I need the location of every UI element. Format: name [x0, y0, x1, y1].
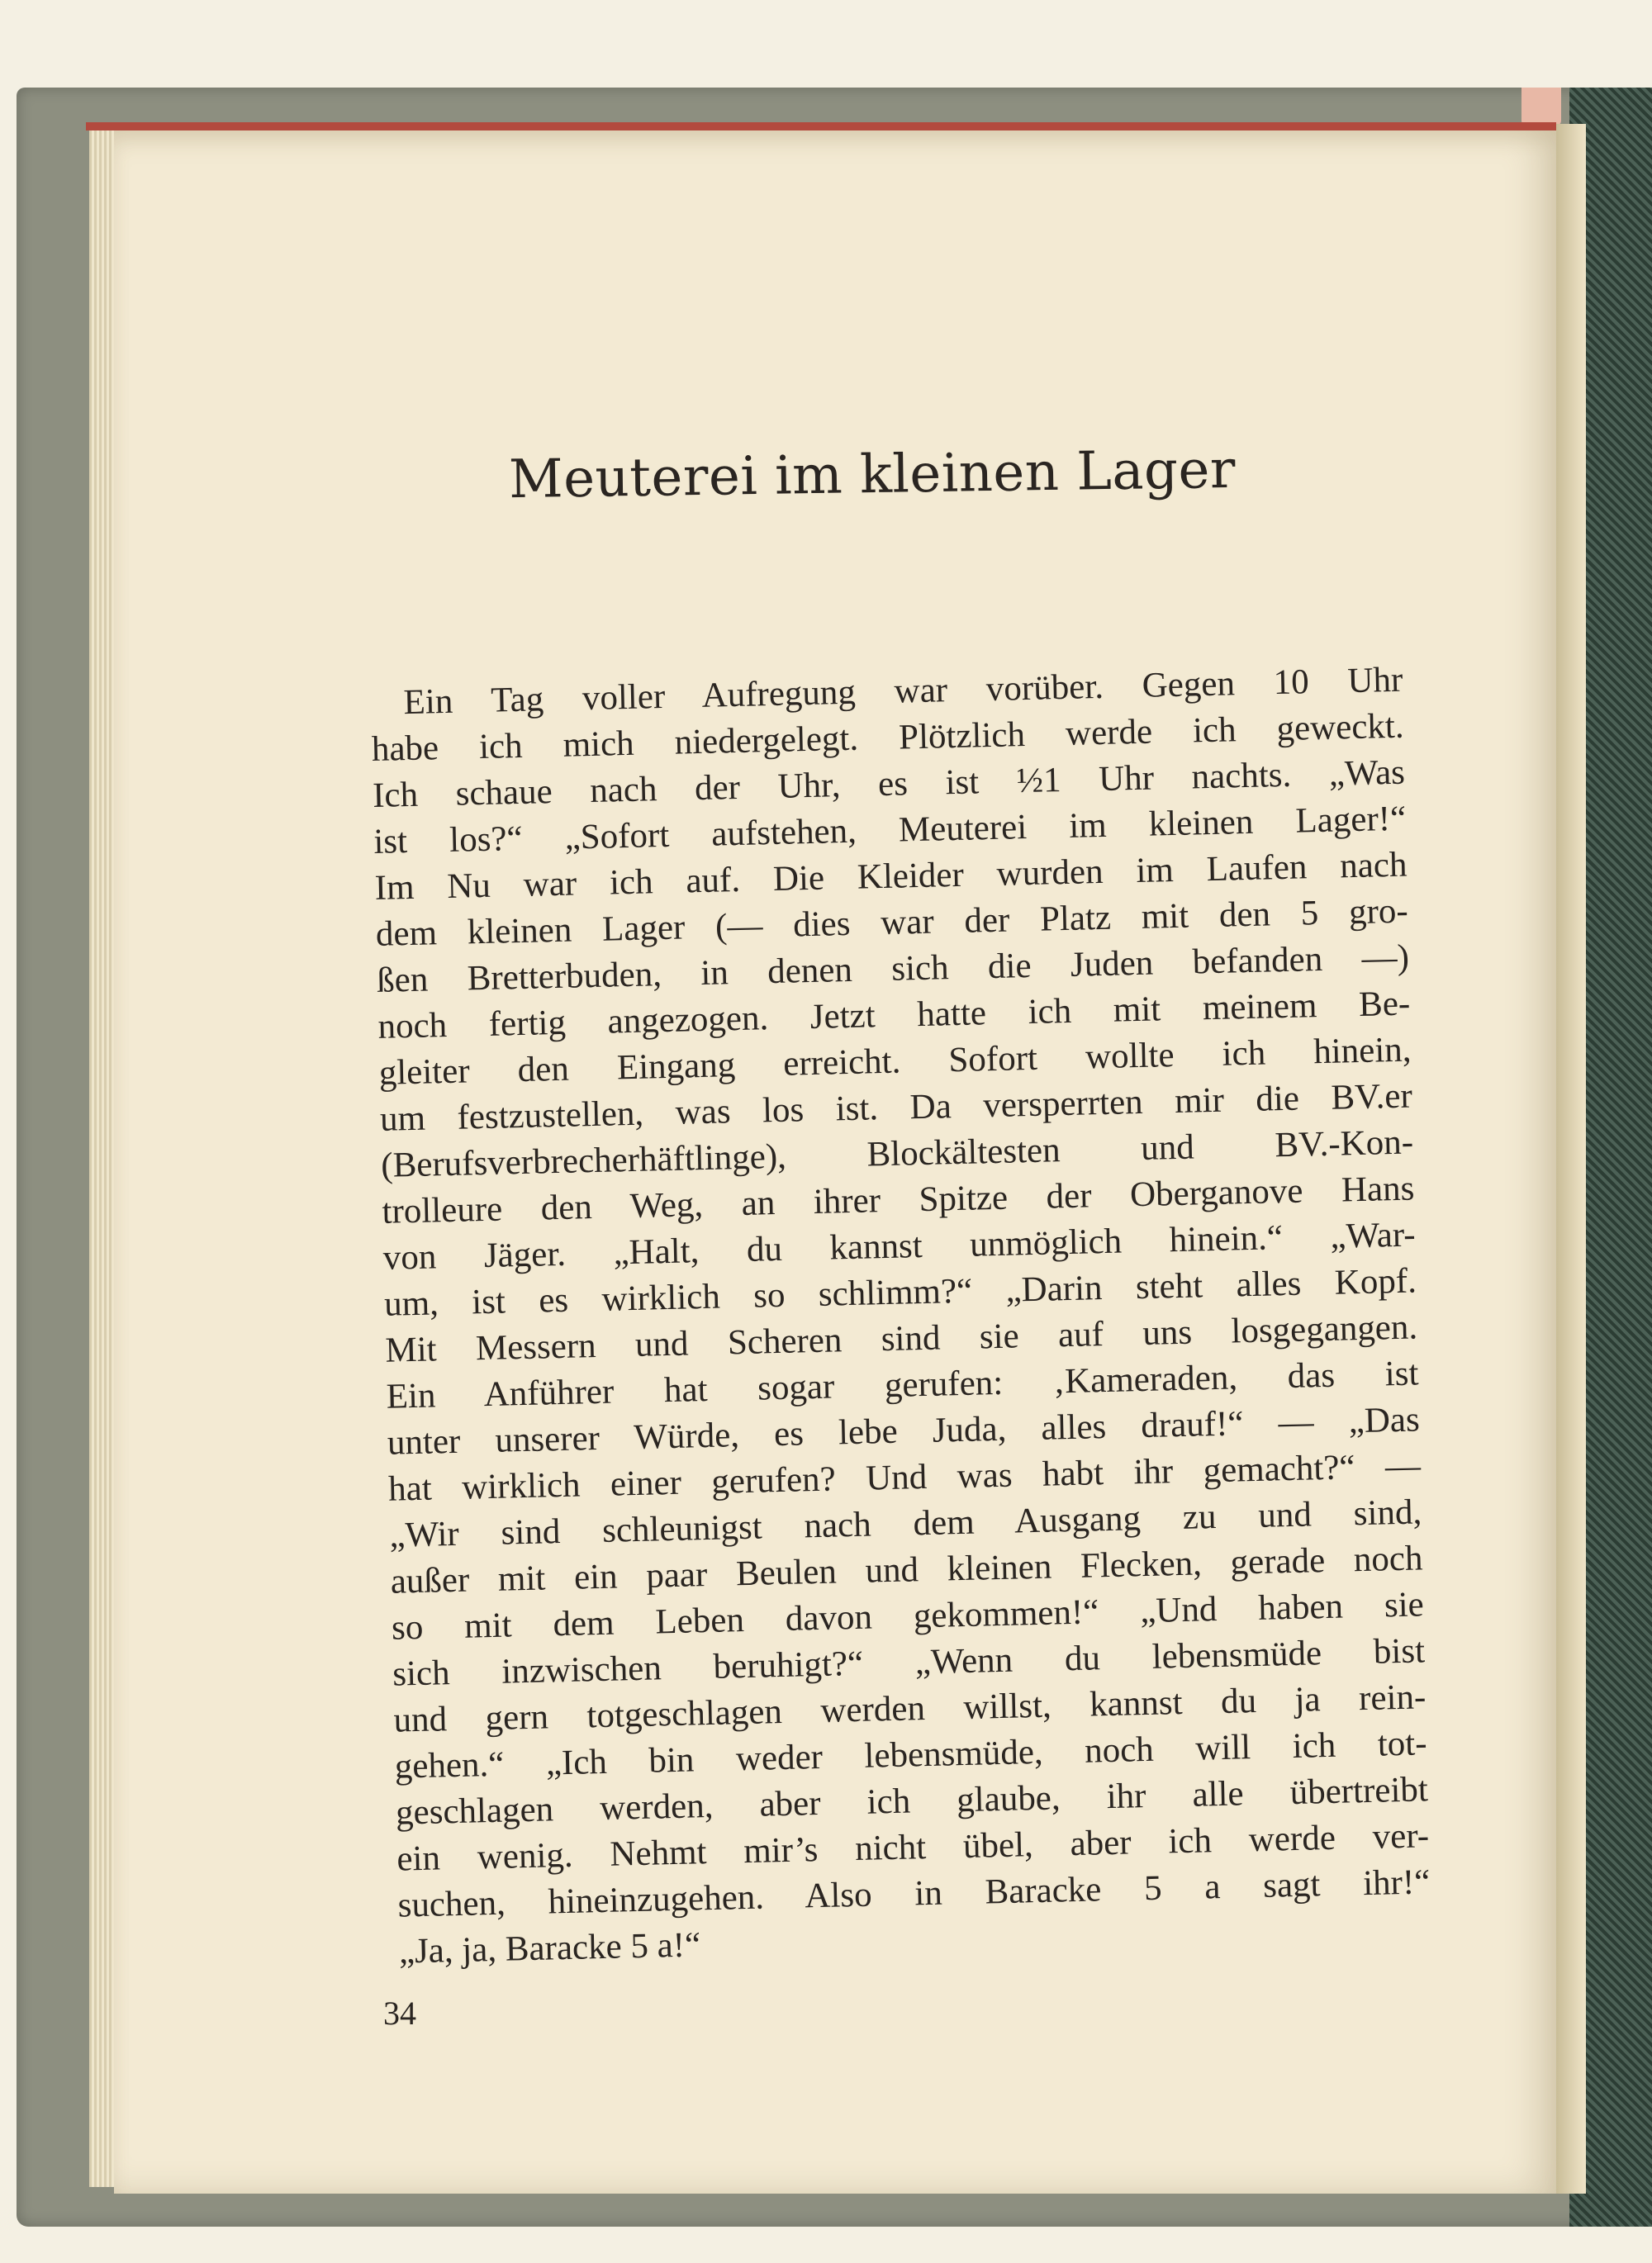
text-line: geschlagen werden, aber ich glaube, ihr alle übertreibt: [395, 1770, 1429, 1833]
text-line: „Ja, ja, Baracke 5 a!“: [398, 1925, 701, 1971]
chapter-title: Meuterei im kleinen Lager: [508, 439, 1237, 511]
page-number: 34: [383, 1995, 416, 2032]
text-line: und gern totgeschlagen werden willst, kannst du ja rein-: [393, 1677, 1427, 1740]
text-line: so mit dem Leben davon gekommen!“ „Und haben sie: [391, 1585, 1425, 1648]
bookmark-ribbon: [1521, 88, 1561, 126]
text-line: ßen Bretterbuden, in denen sich die Juden befanden —): [376, 937, 1410, 1000]
text-line: Ein Anführer hat sogar gerufen: ‚Kameraden, das ist: [386, 1354, 1419, 1416]
text-line: um festzustellen, was los ist. Da versperrten mir die BV.er: [379, 1076, 1413, 1139]
text-line: um, ist es wirklich so schlimm?“ „Darin steht alles Kopf.: [383, 1261, 1417, 1324]
text-line: Ich schaue nach der Uhr, es ist ½1 Uhr nachts. „Was: [372, 752, 1406, 815]
text-line: dem kleinen Lager (— dies war der Platz mit den 5 gro-: [375, 891, 1409, 954]
text-line: Im Nu war ich auf. Die Kleider wurden im Laufen nach: [374, 845, 1408, 908]
text-line: hat wirklich einer gerufen? Und was habt ihr gemacht?“ —: [387, 1446, 1422, 1509]
text-line: unter unserer Würde, es lebe Juda, alles drauf!“ — „Das: [387, 1400, 1421, 1463]
text-line: habe ich mich niedergelegt. Plötzlich werde ich geweckt.: [371, 706, 1405, 769]
text-line: trolleure den Weg, an ihrer Spitze der Oberganove Hans: [382, 1169, 1415, 1231]
red-page-edge: [86, 122, 1556, 130]
text-line: sich inzwischen beruhigt?“ „Wenn du lebensmüde bist: [392, 1631, 1426, 1694]
text-line: ein wenig. Nehmt mir’s nicht übel, aber ich werde ver-: [396, 1816, 1430, 1879]
text-line: Mit Messern und Scheren sind sie auf uns losgegangen.: [384, 1307, 1418, 1370]
page-edge-stack: [89, 122, 114, 2187]
text-line: gleiter den Eingang erreicht. Sofort wollte ich hinein,: [378, 1030, 1412, 1093]
text-line: gehen.“ „Ich bin weder lebensmüde, noch will ich tot-: [394, 1724, 1428, 1786]
text-line: Ein Tag voller Aufregung war vorüber. Gegen 10 Uhr: [403, 660, 1403, 723]
chapter-body: [370, 657, 1431, 1976]
text-line: noch fertig angezogen. Jetzt hatte ich mit meinem Be-: [377, 984, 1411, 1046]
text-line: außer mit ein paar Beulen und kleinen Flecken, gerade noch: [390, 1539, 1423, 1601]
text-line: von Jäger. „Halt, du kannst unmöglich hinein.“ „War-: [382, 1215, 1417, 1278]
text-line: ist los?“ „Sofort aufstehen, Meuterei im kleinen Lager!“: [373, 799, 1407, 861]
text-line: „Wir sind schleunigst nach dem Ausgang zu und sind,: [388, 1492, 1422, 1555]
text-line: suchen, hineinzugehen. Also in Baracke 5 a sagt ihr!“: [397, 1862, 1431, 1925]
text-line: (Berufsverbrecherhäftlinge), Blockältesten und BV.-Kon-: [380, 1122, 1414, 1185]
